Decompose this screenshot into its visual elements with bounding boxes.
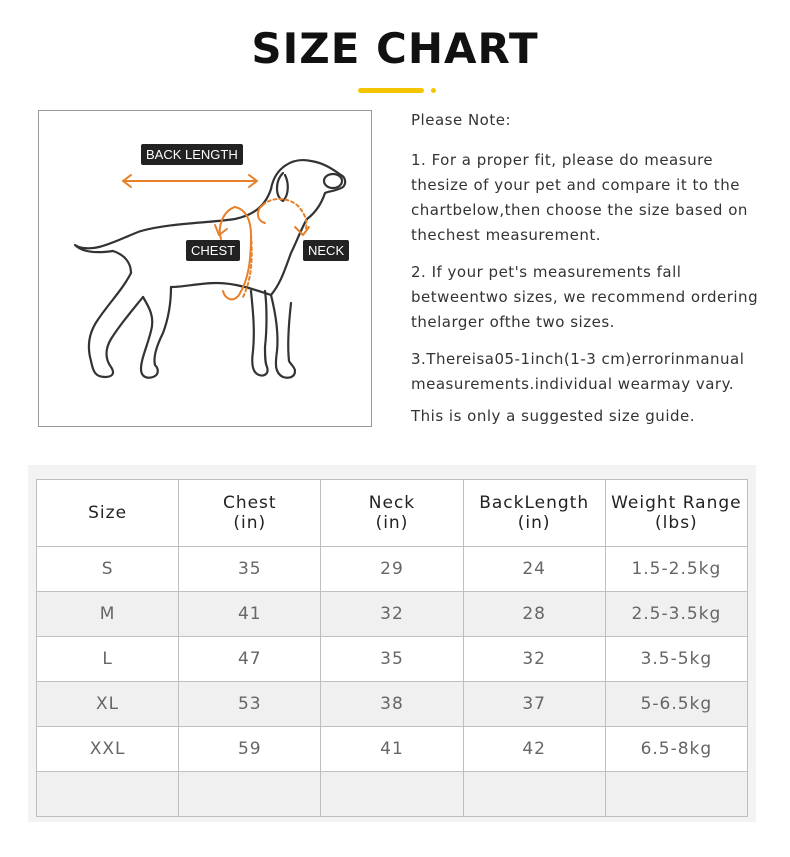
header-back-length	[463, 480, 605, 547]
table-header-row	[37, 480, 748, 547]
table-cell: 2.5-3.5kg	[605, 592, 747, 637]
table-cell: 35	[321, 637, 463, 682]
header-label: BackLength	[479, 493, 590, 513]
table-empty-row	[37, 772, 748, 817]
table-cell: 38	[321, 682, 463, 727]
table-cell	[321, 772, 463, 817]
table-cell: 6.5-8kg	[605, 727, 747, 772]
header-neck	[321, 480, 463, 547]
table-cell: 1.5-2.5kg	[605, 547, 747, 592]
table-cell: S	[37, 547, 179, 592]
table-row	[37, 682, 748, 727]
table-cell: 37	[463, 682, 605, 727]
table-cell: XXL	[37, 727, 179, 772]
page-title: SIZE CHART	[251, 24, 539, 73]
notes-heading: Please Note:	[411, 111, 512, 129]
header-label: Weight Range	[611, 493, 742, 513]
table-cell	[179, 772, 321, 817]
table-cell: L	[37, 637, 179, 682]
measurement-diagram	[38, 110, 372, 427]
title-underline	[358, 88, 424, 93]
title-underline-dot	[431, 88, 436, 93]
note-item: 3.Thereisa05-1inch(1-3 cm)errorinmanual measurements.individual wearmay vary.	[411, 350, 745, 393]
header-unit: (in)	[233, 513, 267, 533]
note-item: This is only a suggested size guide.	[411, 407, 696, 425]
header-unit: (in)	[517, 513, 551, 533]
header-size	[37, 480, 179, 547]
table-cell: 35	[179, 547, 321, 592]
header-weight-range	[605, 480, 747, 547]
table-cell: 28	[463, 592, 605, 637]
table-cell: 24	[463, 547, 605, 592]
header-unit: (lbs)	[655, 513, 698, 533]
note-item: 2. If your pet's measurements fall betweentwo sizes, we recommend ordering thelarger ofthe two sizes.	[411, 263, 759, 331]
table-row	[37, 547, 748, 592]
table-cell: 41	[179, 592, 321, 637]
note-item: 1. For a proper fit, please do measure thesize of your pet and compare it to the chartbelow,then choose the size based on thechest measurement.	[411, 151, 748, 244]
table-cell: M	[37, 592, 179, 637]
back-length-label: BACK LENGTH	[141, 144, 243, 165]
table-cell: 42	[463, 727, 605, 772]
header-label: Chest	[222, 493, 277, 513]
header-unit: (in)	[375, 513, 409, 533]
table-cell: 59	[179, 727, 321, 772]
table-cell: 3.5-5kg	[605, 637, 747, 682]
table-row	[37, 727, 748, 772]
header-chest	[179, 480, 321, 547]
table-cell	[37, 772, 179, 817]
header-label: Neck	[368, 493, 416, 513]
table-cell: 32	[321, 592, 463, 637]
table-cell: 32	[463, 637, 605, 682]
table-cell: XL	[37, 682, 179, 727]
table-cell: 47	[179, 637, 321, 682]
table-row	[37, 592, 748, 637]
table-cell: 41	[321, 727, 463, 772]
neck-label: NECK	[303, 240, 349, 261]
table-row	[37, 637, 748, 682]
table-cell	[463, 772, 605, 817]
table-cell: 5-6.5kg	[605, 682, 747, 727]
table-cell	[605, 772, 747, 817]
table-cell: 53	[179, 682, 321, 727]
chest-label: CHEST	[186, 240, 240, 261]
size-table	[36, 479, 748, 817]
table-cell: 29	[321, 547, 463, 592]
header-label: Size	[88, 503, 128, 523]
